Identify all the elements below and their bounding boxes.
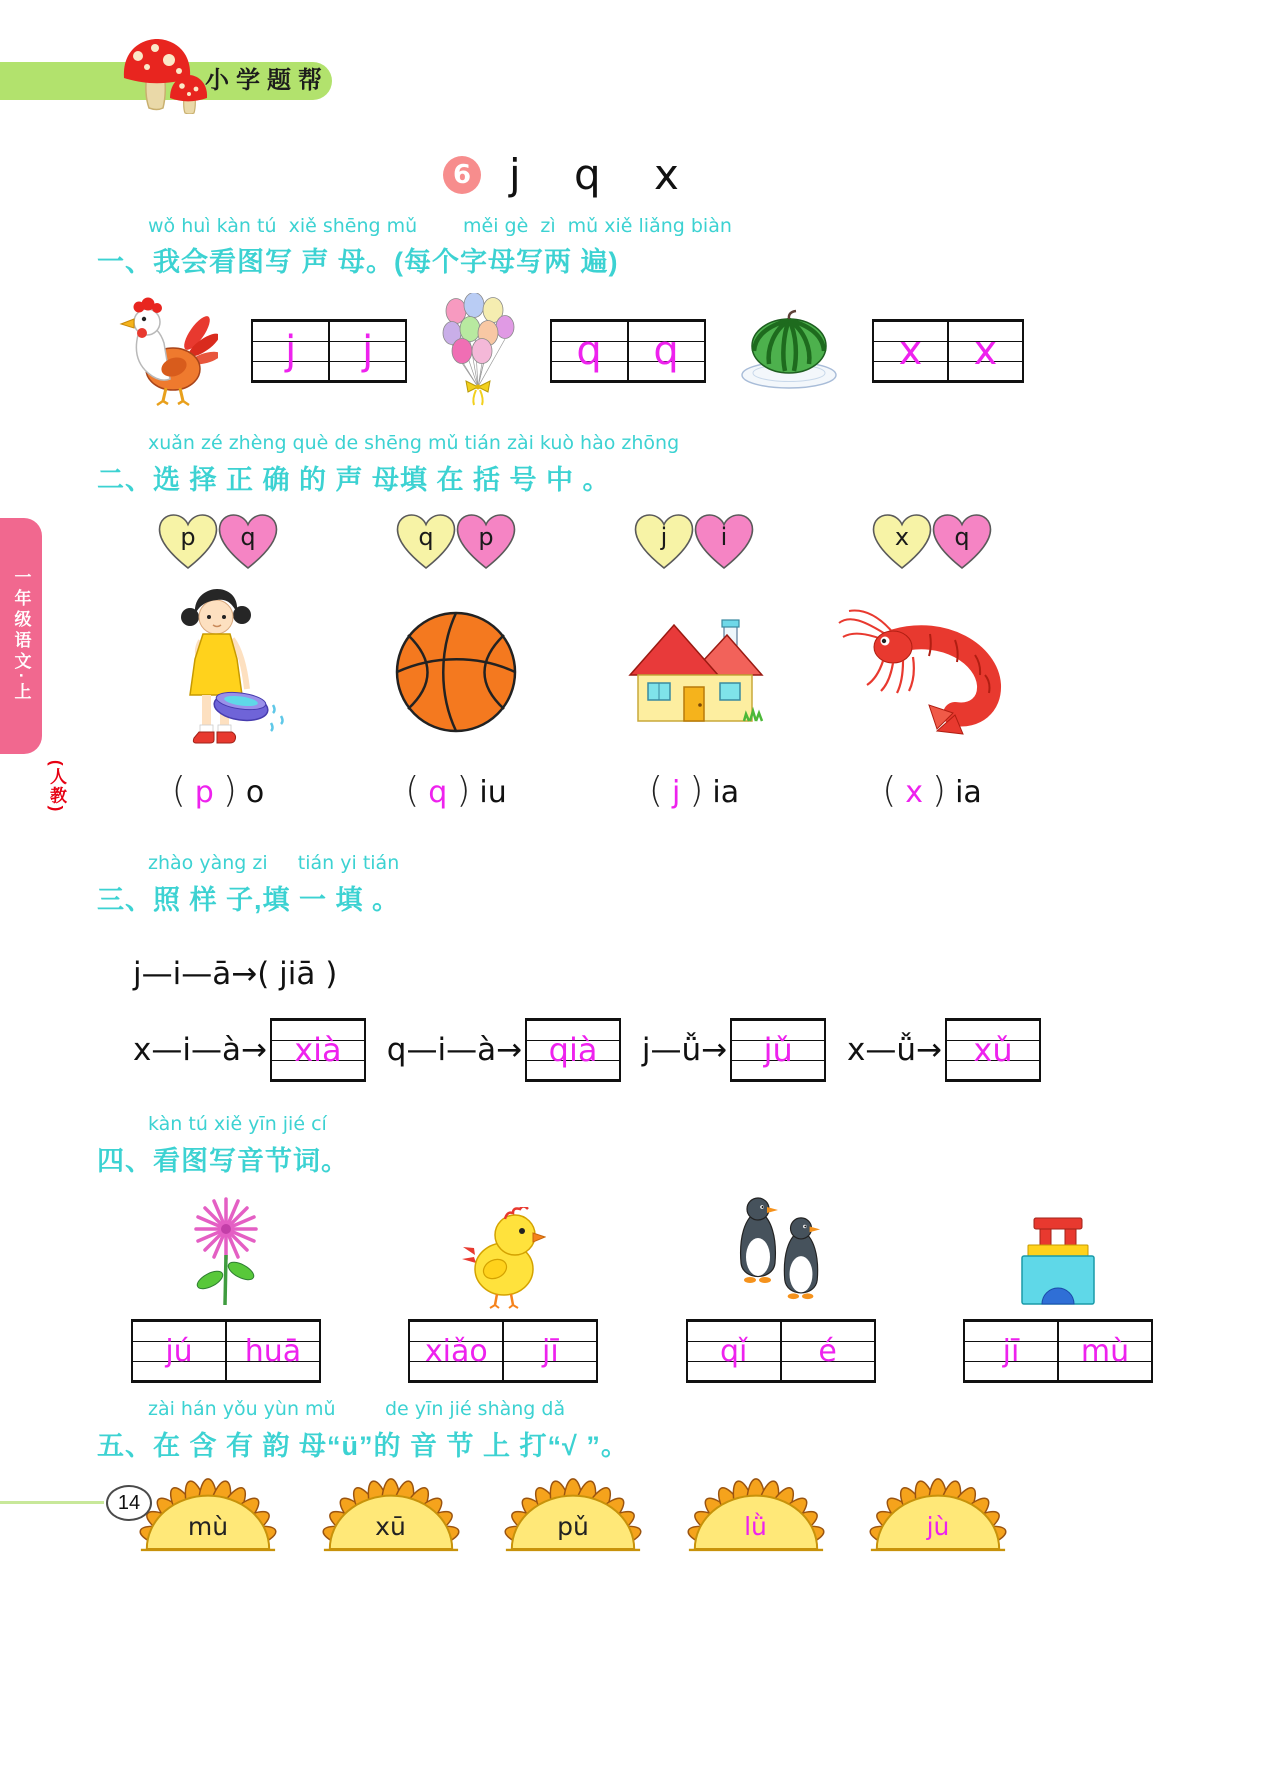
sunflower-item xyxy=(133,1470,283,1552)
writing-cell: xiǎo xyxy=(424,1333,488,1369)
section3-heading: 三、照 样 子,填 一 填 。 xyxy=(97,885,401,915)
mushroom-logo-icon xyxy=(100,34,218,114)
item-image-box xyxy=(143,576,293,768)
blend-item xyxy=(642,1018,826,1082)
item-image-box xyxy=(624,576,764,768)
rime-text: ia xyxy=(955,775,982,810)
item-image-box xyxy=(461,1183,546,1311)
writing-cell: qǐ xyxy=(719,1333,748,1369)
writing-cell: j xyxy=(285,328,297,374)
rime-text: iu xyxy=(479,775,507,810)
sunflower-item xyxy=(863,1470,1013,1552)
answer-letter: x xyxy=(905,775,924,810)
blend-prompt: x—ǚ→ xyxy=(847,1032,942,1068)
blend-prompt: j—ǚ→ xyxy=(641,1032,728,1068)
exercise2-item xyxy=(824,512,1040,811)
heart-letter: q xyxy=(954,523,970,551)
exercise2-item xyxy=(110,512,326,811)
answer-line xyxy=(405,770,507,811)
heart-option-yellow xyxy=(394,512,458,572)
syllable-label: lǜ xyxy=(744,1512,767,1541)
open-paren: ( xyxy=(882,770,897,811)
exercise4-item xyxy=(407,1183,599,1383)
exercise2-item xyxy=(348,512,564,811)
lesson-letters: j q x xyxy=(509,150,679,199)
writing-grid xyxy=(251,319,407,383)
exercise4-item xyxy=(130,1183,322,1383)
syllable-label: mù xyxy=(187,1512,229,1541)
answer-letter: p xyxy=(194,775,214,810)
section1-exercise-row xyxy=(118,290,1024,412)
section4-exercise-row xyxy=(130,1183,1154,1383)
heart-option-pink xyxy=(454,512,518,572)
basketball-illustration xyxy=(394,610,519,735)
blend-prompt: q—i—à→ xyxy=(386,1032,523,1068)
house-illustration xyxy=(624,615,764,729)
writing-grid xyxy=(945,1018,1041,1082)
writing-cell: q xyxy=(627,322,704,380)
footer-divider xyxy=(0,1501,104,1504)
section1-pinyin-b: měi gè zì mǔ xiě liǎng biàn xyxy=(463,215,732,237)
section4-pinyin: kàn tú xiě yīn jié cí xyxy=(148,1113,327,1135)
heart-option-yellow xyxy=(870,512,934,572)
watermelon-illustration xyxy=(739,309,839,393)
chrysanthemum-illustration xyxy=(179,1185,274,1311)
writing-cell: x xyxy=(947,322,1022,380)
section2-pinyin: xuǎn zé zhèng què de shēng mǔ tián zài kuò hào zhōng xyxy=(148,432,680,454)
heart-options xyxy=(870,512,994,572)
writing-grid xyxy=(270,1018,366,1082)
exercise4-item xyxy=(685,1183,877,1383)
writing-cell: j xyxy=(328,322,405,380)
blend-prompt: x—i—à→ xyxy=(133,1032,267,1068)
rime-text: o xyxy=(245,775,265,810)
page-number: 14 xyxy=(117,1491,141,1514)
rime-text: ia xyxy=(712,775,740,810)
page-number-badge xyxy=(106,1485,152,1521)
sunflower-item xyxy=(316,1470,466,1552)
exercise2-item xyxy=(586,512,802,811)
writing-cell: jī xyxy=(502,1322,596,1380)
close-paren: ) xyxy=(222,770,237,811)
heart-option-yellow xyxy=(632,512,696,572)
open-paren: ( xyxy=(405,770,420,811)
writing-grid xyxy=(872,319,1024,383)
answer-line xyxy=(649,770,739,811)
heart-letter: q xyxy=(418,523,434,551)
heart-option-yellow xyxy=(156,512,220,572)
writing-cell: xià xyxy=(294,1031,342,1069)
heart-letter: q xyxy=(240,523,256,551)
heart-letter: i xyxy=(720,523,728,551)
lesson-number-badge: 6 xyxy=(443,156,481,194)
writing-cell: huā xyxy=(225,1322,319,1380)
writing-cell: jú xyxy=(165,1333,193,1369)
writing-grid xyxy=(686,1319,876,1383)
heart-letter: p xyxy=(478,523,494,551)
girl-splashing-water-illustration xyxy=(143,579,293,765)
open-paren: ( xyxy=(648,770,663,811)
writing-grid xyxy=(963,1319,1153,1383)
writing-cell: x xyxy=(898,328,923,374)
building-blocks-illustration xyxy=(1014,1213,1102,1311)
section5-pinyin-a: zài hán yǒu yùn mǔ xyxy=(148,1398,336,1420)
section3-exercise-row xyxy=(133,1014,1041,1086)
answer-letter: j xyxy=(671,775,681,810)
section3-pinyin: zhào yàng zi tián yi tián xyxy=(148,852,400,874)
writing-grid xyxy=(730,1018,826,1082)
item-image-box xyxy=(835,576,1030,768)
blend-item xyxy=(387,1018,621,1082)
heart-options xyxy=(394,512,518,572)
answer-line xyxy=(172,770,265,811)
heart-options xyxy=(156,512,280,572)
section4-heading: 四、看图写音节词。 xyxy=(97,1146,349,1176)
syllable-label: pǔ xyxy=(557,1512,589,1541)
sidebar-grade-tab xyxy=(0,518,42,754)
rooster-illustration xyxy=(118,295,218,407)
syllable-label: xū xyxy=(375,1512,406,1541)
writing-cell: é xyxy=(780,1322,874,1380)
penguins-illustration xyxy=(732,1191,830,1311)
item-image-box xyxy=(1014,1183,1102,1311)
section3-example: j—i—ā→( jiā ) xyxy=(133,956,338,992)
section1-heading: 一、我会看图写 声 母。(每个字母写两 遍) xyxy=(97,247,619,277)
heart-option-pink xyxy=(216,512,280,572)
open-paren: ( xyxy=(171,770,186,811)
grade-tab-label: 一年级语文·上 xyxy=(11,568,31,704)
sidebar-publisher-label: (人教) xyxy=(47,760,66,814)
exercise4-item xyxy=(962,1183,1154,1383)
blend-item xyxy=(847,1018,1041,1082)
writing-grid xyxy=(408,1319,598,1383)
writing-cell: jī xyxy=(1002,1333,1020,1369)
item-image-box xyxy=(179,1183,274,1311)
answer-letter: q xyxy=(428,775,448,810)
writing-cell: mù xyxy=(1057,1322,1151,1380)
heart-letter: j xyxy=(660,523,668,551)
close-paren: ) xyxy=(689,770,704,811)
writing-cell: q xyxy=(576,328,602,374)
writing-grid xyxy=(131,1319,321,1383)
chick-illustration xyxy=(461,1207,546,1311)
section2-exercise-row xyxy=(110,512,1040,811)
close-paren: ) xyxy=(932,770,947,811)
brand-title: 小学题帮 xyxy=(205,67,329,94)
section5-heading: 五、在 含 有 韵 母“ü”的 音 节 上 打“√ ”。 xyxy=(97,1431,629,1461)
writing-cell: xǔ xyxy=(973,1031,1013,1069)
heart-letter: x xyxy=(894,523,910,551)
section5-pinyin-b: de yīn jié shàng dǎ xyxy=(385,1398,566,1420)
heart-option-pink xyxy=(930,512,994,572)
heart-options xyxy=(632,512,756,572)
lesson-title xyxy=(443,150,679,199)
writing-grid xyxy=(550,319,706,383)
syllable-label: jù xyxy=(926,1512,950,1541)
section5-exercise-row xyxy=(133,1470,1013,1552)
writing-cell: qià xyxy=(548,1031,598,1069)
balloons-illustration xyxy=(440,293,516,409)
writing-grid xyxy=(525,1018,621,1082)
shrimp-illustration xyxy=(835,607,1030,737)
answer-line xyxy=(882,770,982,811)
item-image-box xyxy=(732,1183,830,1311)
section2-heading: 二、选 择 正 确 的 声 母填 在 括 号 中 。 xyxy=(97,465,611,495)
heart-option-pink xyxy=(692,512,756,572)
heart-letter: p xyxy=(180,523,196,551)
writing-cell: jǔ xyxy=(763,1031,793,1069)
blend-item xyxy=(133,1018,366,1082)
section1-pinyin-a: wǒ huì kàn tú xiě shēng mǔ xyxy=(148,215,418,237)
close-paren: ) xyxy=(456,770,471,811)
sunflower-item xyxy=(498,1470,648,1552)
sunflower-item xyxy=(681,1470,831,1552)
item-image-box xyxy=(394,576,519,768)
